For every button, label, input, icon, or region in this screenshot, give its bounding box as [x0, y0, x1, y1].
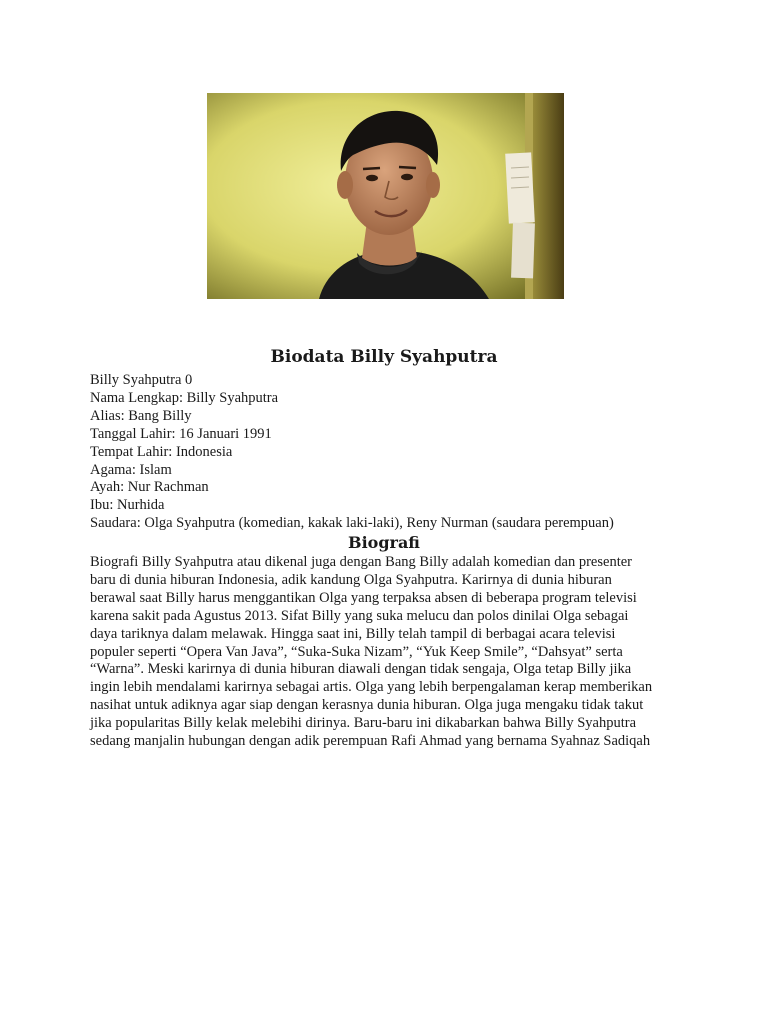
bio-line-religion: Agama: Islam: [90, 461, 172, 478]
paragraph-line: ingin lebih mendalami karirnya sebagai artis. Olga yang lebih berpengalaman kerap memberikan: [90, 679, 653, 696]
paragraph-line: daya tariknya dalam melawak. Hingga saat ini, Billy telah tampil di berbagai acara televisi: [90, 625, 616, 642]
portrait-photo: [207, 93, 564, 299]
paragraph-line: nasihat untuk adiknya agar siap dengan kerasnya dunia hiburan. Olga juga mengaku tidak takut: [90, 697, 644, 714]
paragraph-line: karena sakit pada Agustus 2013. Sifat Billy yang suka melucu dan polos dinilai Olga sebagai: [90, 607, 629, 624]
paragraph-line: jika popularitas Billy kelak melebihi dirinya. Baru-baru ini dikabarkan bahwa Billy Syahputra: [90, 715, 637, 732]
page-title: Biodata Billy Syahputra: [270, 347, 498, 367]
bio-line-alias: Alias: Bang Billy: [90, 407, 192, 424]
paragraph-line: populer seperti “Opera Van Java”, “Suka-Suka Nizam”, “Yuk Keep Smile”, “Dahsyat” serta: [90, 643, 623, 660]
biography-paragraph: [90, 554, 690, 751]
bio-line-mother: Ibu: Nurhida: [90, 497, 165, 514]
paragraph-line: “Warna”. Meski karirnya di dunia hiburan diawali dengan tidak sengaja, Olga tetap Billy jika: [90, 661, 632, 678]
bio-line-birth-place: Tempat Lahir: Indonesia: [90, 443, 233, 460]
bio-line-father: Ayah: Nur Rachman: [90, 479, 209, 496]
bio-line-siblings: Saudara: Olga Syahputra (komedian, kakak laki-laki), Reny Nurman (saudara perempuan): [90, 515, 614, 532]
biodata-list: [90, 372, 690, 533]
bio-line-full-name: Nama Lengkap: Billy Syahputra: [90, 389, 279, 406]
paragraph-line: Biografi Billy Syahputra atau dikenal juga dengan Bang Billy adalah komedian dan presenter: [90, 554, 632, 570]
section-heading-biografi: Biografi: [348, 533, 420, 552]
paragraph-line: sedang manjalin hubungan dengan adik perempuan Rafi Ahmad yang bernama Syahnaz Sadiqah: [90, 733, 651, 750]
paragraph-line: baru di dunia hiburan Indonesia, adik kandung Olga Syahputra. Karirnya di dunia hiburan: [90, 571, 612, 588]
portrait-illustration: [207, 93, 564, 299]
paragraph-line: berawal saat Billy harus menggantikan Olga yang terpaksa absen di beberapa program televisi: [90, 589, 637, 606]
bio-line-nickname: Billy Syahputra 0: [90, 372, 193, 388]
bio-line-birth-date: Tanggal Lahir: 16 Januari 1991: [90, 425, 272, 442]
